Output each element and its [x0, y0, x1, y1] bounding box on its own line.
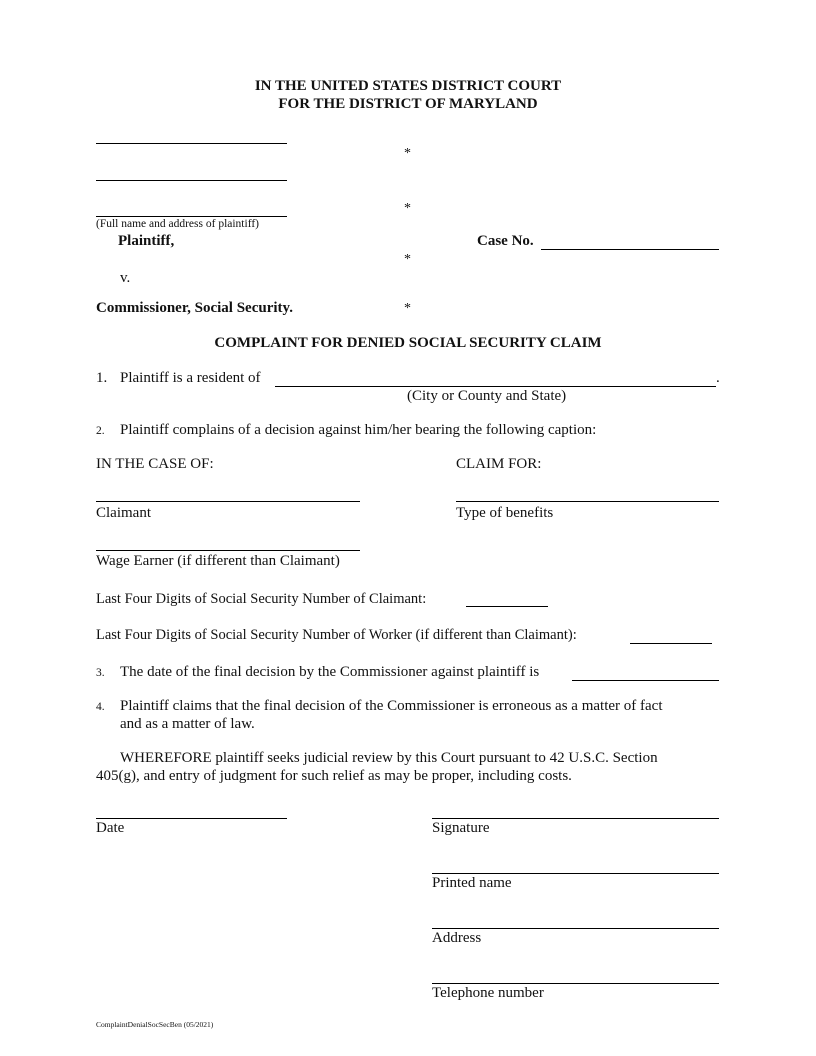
item4-line2: and as a matter of law.: [120, 716, 255, 732]
plaintiff-address-label: (Full name and address of plaintiff): [96, 218, 259, 230]
wherefore-line2: 405(g), and entry of judgment for such relief as may be proper, including costs.: [96, 768, 572, 784]
plaintiff-name-line-2[interactable]: [96, 180, 287, 181]
printed-name-label: Printed name: [432, 875, 512, 891]
wage-earner-label: Wage Earner (if different than Claimant): [96, 553, 340, 569]
telephone-line[interactable]: [432, 983, 719, 984]
decision-date-line[interactable]: [572, 680, 719, 681]
claimant-line[interactable]: [96, 501, 360, 502]
wage-earner-line[interactable]: [96, 550, 360, 551]
plaintiff-label: Plaintiff,: [118, 233, 175, 249]
ssn-worker-label: Last Four Digits of Social Security Number of Worker (if different than Claimant):: [96, 627, 577, 643]
plaintiff-name-line-3[interactable]: [96, 216, 287, 217]
item2-number: 2.: [96, 425, 105, 437]
signature-line[interactable]: [432, 818, 719, 819]
residence-line[interactable]: [275, 386, 716, 387]
claimant-label: Claimant: [96, 505, 151, 521]
item1-period: .: [716, 370, 720, 386]
residence-sublabel: (City or County and State): [407, 388, 567, 404]
printed-name-line[interactable]: [432, 873, 719, 874]
item4-number: 4.: [96, 701, 105, 713]
form-footer-id: ComplaintDenialSocSecBen (05/2021): [96, 1020, 214, 1029]
item1-text: Plaintiff is a resident of: [120, 370, 261, 386]
complaint-title: COMPLAINT FOR DENIED SOCIAL SECURITY CLAIM: [214, 335, 602, 351]
caption-star-1: *: [404, 146, 411, 161]
in-case-of-label: IN THE CASE OF:: [96, 456, 214, 472]
ssn-worker-line[interactable]: [630, 643, 712, 644]
telephone-label: Telephone number: [432, 985, 544, 1001]
wherefore-line1: WHEREFORE plaintiff seeks judicial review by this Court pursuant to 42 U.S.C. Section: [120, 750, 658, 766]
caption-star-3: *: [404, 252, 411, 267]
plaintiff-name-line-1[interactable]: [96, 143, 287, 144]
type-of-benefits-line[interactable]: [456, 501, 719, 502]
defendant-label: Commissioner, Social Security.: [96, 300, 293, 316]
ssn-claimant-line[interactable]: [466, 606, 548, 607]
item3-number: 3.: [96, 667, 105, 679]
address-label: Address: [432, 930, 482, 946]
item1-number: 1.: [96, 370, 108, 386]
court-title-line1: IN THE UNITED STATES DISTRICT COURT: [254, 78, 562, 94]
court-title-line2: FOR THE DISTRICT OF MARYLAND: [278, 96, 538, 112]
item2-text: Plaintiff complains of a decision against him/her bearing the following caption:: [120, 422, 597, 438]
caption-star-2: *: [404, 201, 411, 216]
signature-label: Signature: [432, 820, 490, 836]
item3-text: The date of the final decision by the Commissioner against plaintiff is: [120, 664, 540, 680]
claim-for-label: CLAIM FOR:: [456, 456, 542, 472]
caption-star-4: *: [404, 301, 411, 316]
date-line[interactable]: [96, 818, 287, 819]
case-no-label: Case No.: [477, 233, 534, 249]
case-no-line[interactable]: [541, 249, 719, 250]
versus-label: v.: [120, 270, 131, 286]
item4-line1: Plaintiff claims that the final decision of the Commissioner is erroneous as a matter of fact: [120, 698, 663, 714]
address-line[interactable]: [432, 928, 719, 929]
type-of-benefits-label: Type of benefits: [456, 505, 554, 521]
ssn-claimant-label: Last Four Digits of Social Security Number of Claimant:: [96, 591, 427, 607]
date-label: Date: [96, 820, 125, 836]
